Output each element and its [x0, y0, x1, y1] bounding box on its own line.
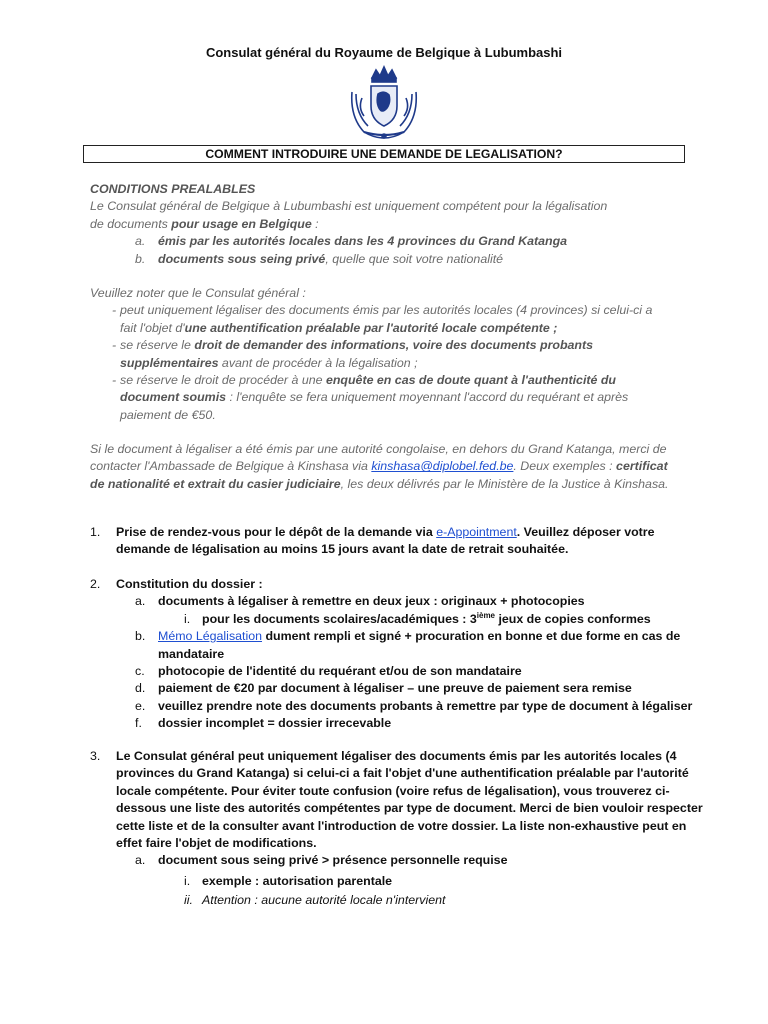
note-item-2: - se réserve le droit de demander des informations, voire des documents probants [112, 338, 594, 353]
congo-section [90, 441, 690, 493]
step-3-line-6: effet faire l'objet de modifications. [116, 836, 317, 851]
step-2-title: 2. Constitution du dossier : [90, 577, 263, 591]
step-1 [90, 524, 690, 559]
conditions-intro-line-2: de documents pour usage en Belgique : [90, 216, 319, 231]
belgian-royal-coat-of-arms-icon [344, 62, 424, 144]
step-3 [90, 748, 703, 910]
congo-line-2: contacter l'Ambassade de Belgique à Kinshasa via kinshasa@diplobel.fed.be. Deux exemples : certificat [90, 459, 668, 474]
step-3-line-5: cette liste et de la consulter avant l'introduction de votre dossier. La liste non-exhaustive peut en [116, 818, 687, 833]
kinshasa-email-link[interactable]: kinshasa@diplobel.fed.be [371, 459, 514, 474]
step-3-line-1: 3. Le Consulat général peut uniquement légaliser des documents émis par les autorités locales (4 [90, 749, 677, 763]
step-2-item-a-i: i. pour les documents scolaires/académiques : 3ième jeux de copies conformes [184, 610, 651, 626]
conditions-heading: CONDITIONS PREALABLES [90, 182, 256, 196]
note-intro: Veuillez noter que le Consulat général : [90, 286, 306, 300]
conditions-section [90, 181, 690, 268]
condition-item-b: b. documents sous seing privé, quelle que soit votre nationalité [135, 251, 504, 266]
step-1-line-2: demande de légalisation au moins 15 jours avant la date de retrait souhaitée. [116, 542, 569, 557]
step-3-item-a: a. document sous seing privé > présence personnelle requise [135, 853, 508, 868]
memo-legalisation-link[interactable]: Mémo Légalisation [158, 629, 263, 644]
step-2-item-e: e. veuillez prendre note des documents probants à remettre par type de document à légaliser [135, 698, 693, 713]
step-2 [90, 576, 693, 733]
step-3-item-a-i: i. exemple : autorisation parentale [184, 873, 393, 888]
note-item-3-cont-2: paiement de €50. [120, 407, 216, 422]
document-title: COMMENT INTRODUIRE UNE DEMANDE DE LEGALISATION? [83, 145, 685, 163]
congo-line-1: Si le document à légaliser a été émis par une autorité congolaise, en dehors du Grand Katanga, merci de [90, 442, 667, 456]
step-3-line-4: dessous une liste des autorités compétentes par type de document. Merci de bien vouloir respecter [116, 801, 703, 816]
step-2-item-d: d. paiement de €20 par document à légaliser – une preuve de paiement sera remise [135, 681, 632, 696]
note-item-1: - peut uniquement légaliser des documents émis par les autorités locales (4 provinces) si celui-ci a [112, 303, 653, 318]
conditions-intro-line-1: Le Consulat général de Belgique à Lubumbashi est uniquement compétent pour la légalisation [90, 199, 608, 214]
step-3-line-3: locale compétente. Pour éviter toute confusion (voire refus de légalisation), vous trouverez ci- [116, 783, 670, 798]
step-2-item-f: f. dossier incomplet = dossier irrecevable [135, 716, 392, 731]
step-3-line-2: provinces du Grand Katanga) si celui-ci a fait l'objet d'une authentification préalable par l'autorité [116, 766, 689, 781]
congo-line-3: de nationalité et extrait du casier judiciaire, les deux délivrés par le Ministère de la Justice à Kinshasa. [90, 476, 669, 491]
step-2-item-b: b. Mémo Légalisation dument rempli et signé + procuration en bonne et due forme en cas de [135, 629, 681, 644]
step-2-item-c: c. photocopie de l'identité du requérant et/ou de son mandataire [135, 664, 522, 679]
step-2-item-a: a. documents à légaliser à remettre en deux jeux : originaux + photocopies [135, 594, 585, 609]
note-item-1-cont: fait l'objet d'une authentification préalable par l'autorité locale compétente ; [120, 320, 558, 335]
step-1-line-1: 1. Prise de rendez-vous pour le dépôt de la demande via e-Appointment. Veuillez déposer votre [90, 525, 655, 539]
consulate-header-title: Consulat général du Royaume de Belgique à Lubumbashi [205, 45, 563, 60]
note-item-3: - se réserve le droit de procéder à une enquête en cas de doute quant à l'authenticité du [112, 373, 616, 388]
note-section [90, 285, 690, 424]
step-2-item-b-cont: mandataire [158, 646, 225, 661]
note-item-3-cont: document soumis : l'enquête se fera uniquement moyennant l'accord du requérant et après [120, 390, 629, 405]
condition-item-a: a. émis par les autorités locales dans les 4 provinces du Grand Katanga [135, 234, 568, 249]
e-appointment-link[interactable]: e-Appointment [436, 525, 517, 539]
step-3-item-a-ii: ii. Attention : aucune autorité locale n'intervient [184, 893, 446, 908]
note-item-2-cont: supplémentaires avant de procéder à la légalisation ; [120, 355, 418, 370]
